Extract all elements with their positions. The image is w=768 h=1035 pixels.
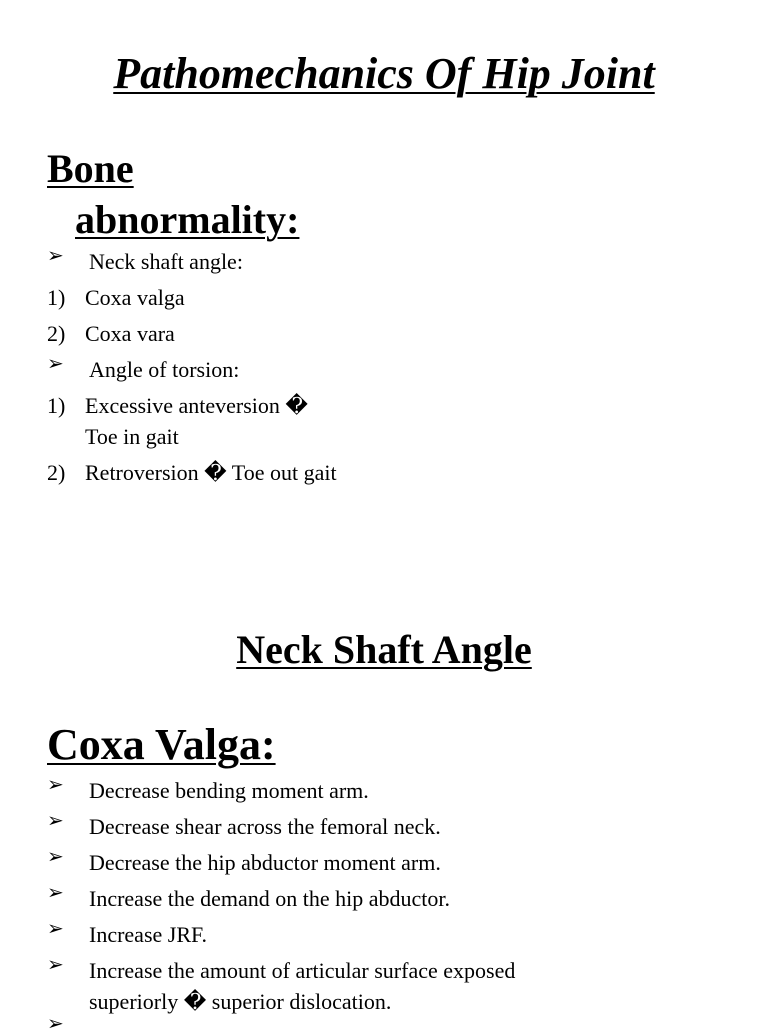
list-item [47,246,387,277]
bone-heading-line1: Bone [47,146,134,191]
list-number: 2) [47,321,66,346]
page-title: Pathomechanics Of Hip Joint [113,49,655,98]
list-number: 2) [47,460,66,485]
list-item-text: Decrease the hip abductor moment arm. [89,850,441,875]
bone-abnormality-heading [47,143,377,245]
list-item-text: Increase the demand on the hip abductor. [89,886,451,911]
list-number: 1) [47,393,66,418]
arrow-bullet-icon: ➢ [47,1013,64,1035]
arrow-bullet-icon: ➢ [47,810,64,832]
coxa-valga-heading: Coxa Valga: [47,720,276,769]
list-number: 1) [47,285,66,310]
list-item-text [89,955,607,1017]
list-item [47,390,387,452]
arrow-bullet-icon: ➢ [47,918,64,940]
arrow-bullet-icon: ➢ [47,245,64,267]
list-item-text-line1: Increase the amount of articular surface exposed [89,958,516,983]
list-item [47,318,387,349]
list-item-text: Neck shaft angle: [89,249,243,274]
bone-heading-line2: abnormality: [75,197,300,242]
list-item-text: Retroversion � Toe out gait [85,460,337,485]
list-item [47,811,607,842]
list-item [47,457,387,488]
arrow-bullet-icon: ➢ [47,846,64,868]
list-item [47,955,607,1017]
list-item-text: Decrease shear across the femoral neck. [89,814,441,839]
arrow-bullet-icon: ➢ [47,353,64,375]
list-item-text: Decrease bending moment arm. [89,778,369,803]
list-item-text: Coxa valga [85,285,185,310]
list-item [47,354,387,385]
arrow-bullet-icon: ➢ [47,774,64,796]
list-item-text-line2: Toe in gait [85,424,179,449]
list-item-text: Increase JRF. [89,922,207,947]
list-item-text: Angle of torsion: [89,357,240,382]
list-item [47,282,387,313]
section-title: Neck Shaft Angle [236,627,532,672]
list-item-text [85,390,387,452]
coxa-valga-list [47,775,607,1022]
arrow-bullet-icon: ➢ [47,954,64,976]
list-item [47,847,607,878]
list-item [47,883,607,914]
arrow-bullet-icon: ➢ [47,882,64,904]
list-item [47,775,607,806]
list-item [47,919,607,950]
list-item-text-line1: Excessive anteversion � [85,393,308,418]
list-item-text: Coxa vara [85,321,175,346]
list-item-text-line2: superiorly � superior dislocation. [89,989,392,1014]
bone-abnormality-list [47,246,387,493]
